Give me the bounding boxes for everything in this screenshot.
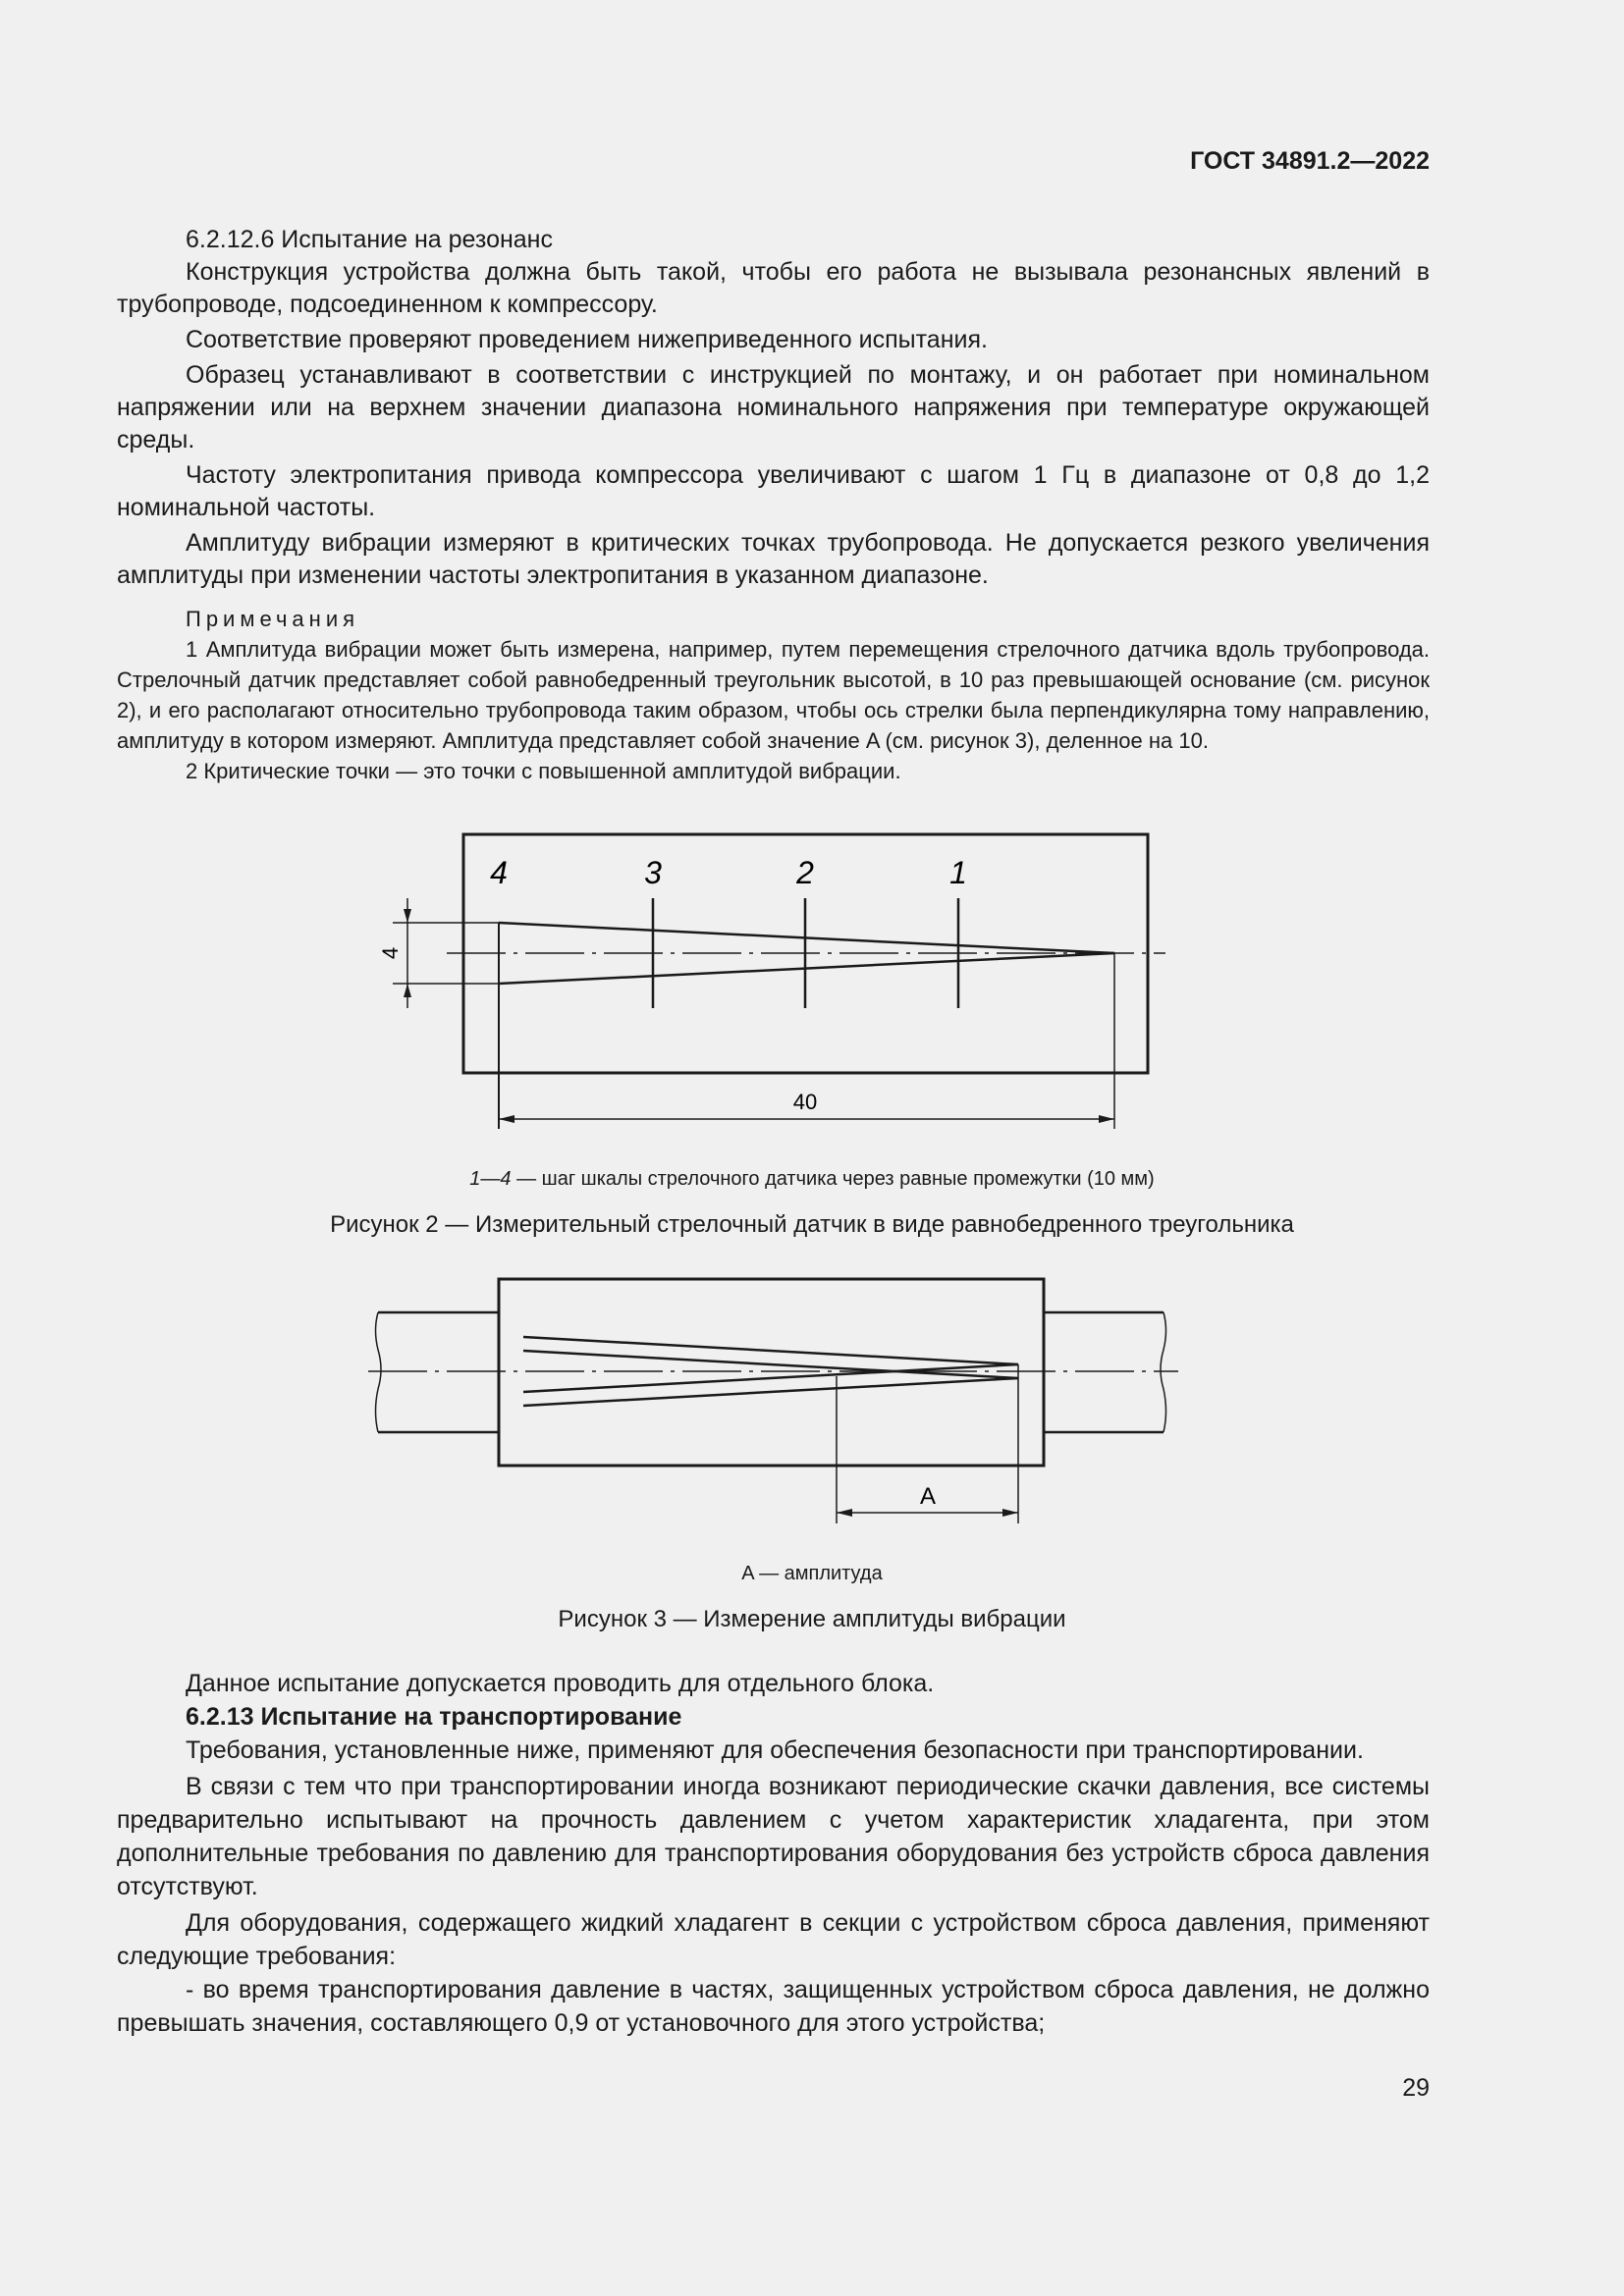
- triangle-edge: [499, 923, 1114, 953]
- scale-label-3: 3: [644, 855, 662, 890]
- paragraph: Для оборудования, содержащего жидкий хладагент в секции с устройством сброса давления, применяют следующие требования:: [117, 1909, 1430, 1970]
- figure-2-caption: Рисунок 2 — Измерительный стрелочный датчик в виде равнобедренного треугольника: [330, 1211, 1294, 1238]
- dimension-height-label: 4: [378, 946, 403, 960]
- paragraph: Частоту электропитания привода компрессора увеличивают с шагом 1 Гц в диапазоне от 0,8 до 1,2 номинальной частоты.: [117, 461, 1430, 521]
- dimension-length-label: 40: [792, 1090, 818, 1114]
- scale-label-4: 4: [490, 855, 508, 890]
- section-title: 6.2.13 Испытание на транспортирование: [186, 1703, 682, 1731]
- amplitude-label: A: [919, 1483, 937, 1510]
- paragraph: Данное испытание допускается проводить для отдельного блока.: [186, 1670, 935, 1697]
- scale-label-1: 1: [949, 855, 967, 890]
- figure-3-legend: A — амплитуда: [741, 1563, 883, 1584]
- arrowhead: [404, 984, 411, 997]
- pipe-break: [1161, 1312, 1166, 1432]
- paragraph: Амплитуду вибрации измеряют в критических точках трубопровода. Не допускается резкого увеличения амплитуды при изменении частоты электропитания в указанном диапазоне.: [117, 529, 1430, 589]
- figure-2-drawing: [373, 825, 1178, 1144]
- paragraph: Требования, установленные ниже, применяют для обеспечения безопасности при транспортировании.: [186, 1736, 1364, 1764]
- lower-text: [117, 1667, 1430, 2040]
- paragraph: В связи с тем что при транспортировании иногда возникают периодические скачки давления, все системы предварительно испытывают на прочность давлением с учетом характеристик хладагента, при этом дополнительные требования по давлению для транспортирования оборудования без устройств сброса давления отсутствуют.: [117, 1773, 1430, 1900]
- paragraph: Соответствие проверяют проведением нижеприведенного испытания.: [186, 326, 988, 353]
- arrowhead: [404, 909, 411, 923]
- legend-text: — шаг шкалы стрелочного датчика через равные промежутки (10 мм): [511, 1168, 1155, 1190]
- arrowhead: [499, 1115, 514, 1123]
- paragraph: Конструкция устройства должна быть такой, чтобы его работа не вызывала резонансных явлений в трубопроводе, подсоединенном к компрессору.: [117, 258, 1430, 318]
- arrowhead: [1099, 1115, 1114, 1123]
- note-1: 1 Амплитуда вибрации может быть измерена, например, путем перемещения стрелочного датчика вдоль трубопровода. Стрелочный датчик представляет собой равнобедренный треугольник высотой, в 10 раз превышающей основание (см. рисунок 2), и его располагают относительно трубопровода таким образом, чтобы ось стрелки была перпендикулярна тому направлению, амплитуду в котором измеряют. Амплитуда представляет собой значение A (см. рисунок 3), деленное на 10.: [117, 637, 1430, 753]
- notes-heading: Примечания: [186, 607, 360, 631]
- arrowhead: [837, 1509, 852, 1517]
- paragraph: Образец устанавливают в соответствии с инструкцией по монтажу, и он работает при номинальном напряжении или на верхнем значении диапазона номинального напряжения при температуре окружающей среды.: [117, 361, 1430, 454]
- device-body: [499, 1279, 1044, 1466]
- scale-label-2: 2: [796, 855, 814, 890]
- section-title: 6.2.12.6 Испытание на резонанс: [186, 226, 553, 253]
- notes-block: [117, 604, 1430, 786]
- list-item: - во время транспортирования давление в частях, защищенных устройством сброса давления, не должно превышать значения, составляющего 0,9 от установочного для этого устройства;: [117, 1976, 1430, 2037]
- legend-range: 1—4: [469, 1168, 512, 1190]
- figure-3-caption: Рисунок 3 — Измерение амплитуды вибрации: [558, 1606, 1066, 1632]
- figure-3-drawing: [363, 1266, 1188, 1546]
- arrowhead: [1002, 1509, 1018, 1517]
- note-2: 2 Критические точки — это точки с повышенной амплитудой вибрации.: [186, 759, 901, 783]
- document-header: ГОСТ 34891.2—2022: [1190, 147, 1430, 175]
- figure-2-legend: [0, 1168, 1624, 1191]
- triangle-edge: [499, 953, 1114, 984]
- page-number: 29: [1402, 2074, 1430, 2102]
- pipe-break: [376, 1312, 382, 1432]
- section-resonance-test: [117, 224, 1430, 592]
